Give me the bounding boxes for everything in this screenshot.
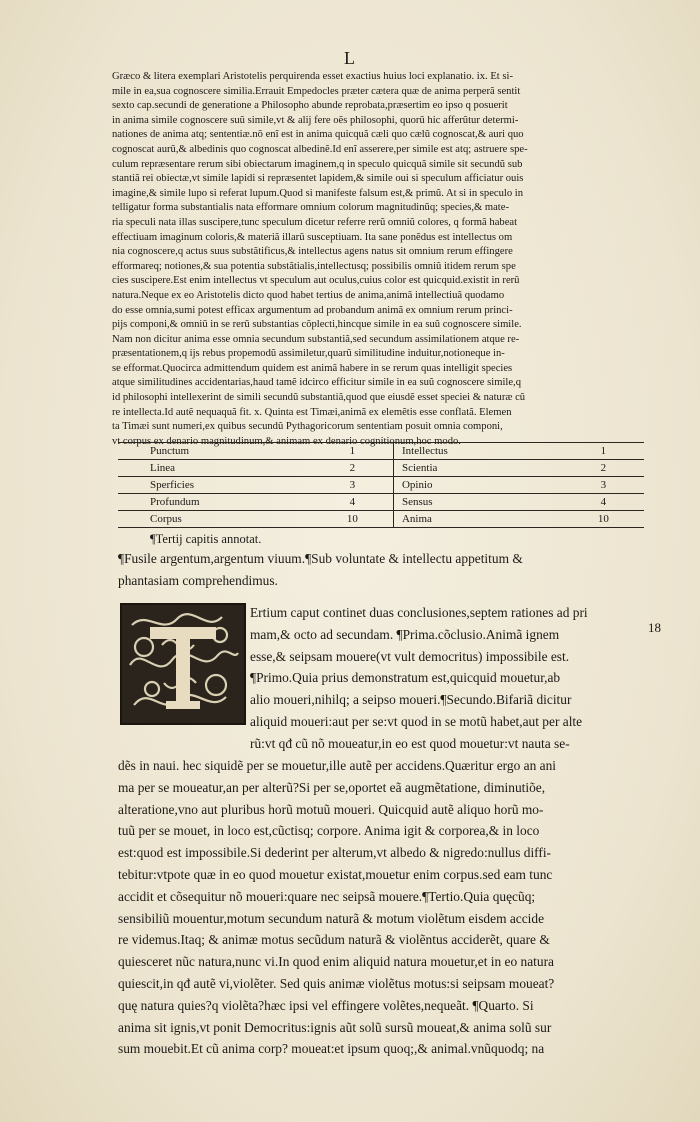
table-row [118, 443, 644, 460]
table-cell-value: 2 [563, 460, 644, 477]
folio: L [344, 48, 356, 68]
table-cell-label: Anima [393, 511, 562, 528]
text-line: cognoscat aurũ,& albedinis quo cognoscat albedinẽ.Id enĩ asserere,per simile est atq; astruere spe- [112, 143, 528, 155]
table-cell-value: 1 [312, 443, 394, 460]
text-line: vt corpus ex denario magnitudinum,& animam ex denario cognitionum,hoc modo. [112, 435, 461, 447]
text-line: esse,& seipsam mouere(vt vult democritus) impossibile est. [250, 648, 570, 664]
text-line: alio moueri,nihilq; a seipso moueri.¶Secundo.Bifariã dicitur [250, 692, 572, 708]
text-line: ¶Fusile argentum,argentum viuum.¶Sub voluntate & intellectu appetitum & [118, 551, 523, 566]
text-line: stantiã rei obiectæ,vt simile lapidi si repræsentet lapidem,& simile oui si speculum afficiatur ouis [112, 173, 524, 185]
text-line: culum repræsentare rerum sibi obiectarum imaginem,q in speculo quicquã simile sit secundũ sub [112, 158, 523, 170]
table-cell-value: 10 [312, 511, 394, 528]
text-line: atque similitudines accidentarias,haud tamẽ idcirco efficitur simile in ea suũ cognoscere simile,q [112, 377, 522, 389]
table-cell-label: Corpus [118, 511, 312, 528]
text-line: quiesceret nũc natura,nunc vi.In quod enim aliquid natura mouetur,et in eo natura [118, 954, 554, 970]
chapter-opening-lines [250, 602, 640, 755]
table-row [118, 511, 644, 528]
text-line: anima sit ignis,vt ponit Democritus:ignis aũt solũ sursũ moueat,& anima solũ sur [118, 1019, 552, 1035]
text-line: sensibiliũ mouentur,motum secundum naturã & motum violẽtum eisdem accide [118, 910, 545, 926]
table-cell-label: Intellectus [393, 443, 562, 460]
table-cell-value: 1 [563, 443, 644, 460]
text-line: natura.Neque ex eo Aristotelis dicto quod habet tertius de anima,animã intellectiuã quodamo [112, 289, 505, 301]
text-line: sum mouebit.Et cũ anima corp? moueat:et ipsum quoq;,& animal.vnũquodq; na [118, 1041, 545, 1057]
text-line: nationes de anima atq; sententiæ.nõ enĩ est in anima quicquã cæli quo cælũ cognoscat,& auri quo [112, 129, 524, 141]
margin-number: 18 [648, 620, 661, 635]
text-line: mam,& octo ad secundam. ¶Prima.cõclusio.Animã ignem [250, 626, 560, 642]
table-cell-label: Punctum [118, 443, 312, 460]
text-line: do esse omnia,sumi potest efficax argumentum ad probandum animã ex omnium rerum princi- [112, 304, 513, 316]
commentary-paragraph [112, 70, 638, 449]
text-line: sexto cap.secundi de generatione a Philosopho abunde reprobata,præsertim eo ipso q posuerit [112, 100, 508, 112]
text-line: pijs componi,& omniũ in se rerũ substantias cõplecti,hincque simile in ea suũ cognoscere simile. [112, 319, 522, 331]
text-line: aliquid moueri:aut per se:vt quod in se motũ habet,aut per alte [250, 713, 583, 729]
table-cell-value: 3 [563, 477, 644, 494]
text-line: effectiuam imaginum coloris,& materiã illarũ susceptiuam. Ita sane ponẽdus est intellectus om [112, 231, 513, 243]
table-cell-label: Scientia [393, 460, 562, 477]
text-line: præsentationem,q ijs rebus propemodũ assimiletur,quarũ similitudine induitur,notioneque in- [112, 348, 505, 360]
text-line: id philosophi intellexerint de simili secundũ substantiã,quod que eiusdẽ esset speciei & naturæ cũ [112, 392, 526, 404]
text-line: dẽs in naui. hec siquidẽ per se mouetur,ille autẽ per accidens.Quæritur ergo an ani [118, 758, 556, 773]
table-cell-label: Sperficies [118, 477, 312, 494]
table-row [118, 494, 644, 511]
table-row [118, 460, 644, 477]
text-line: ta Timæi sunt numeri,ex quibus secundũ Pythagoricorum sententiam posuit omnia componi, [112, 421, 503, 433]
table-cell-value: 2 [312, 460, 394, 477]
text-line: telligatur forma substantialis nata efformare omnium colorum magnitudinũq; species,& mate- [112, 202, 509, 214]
table-cell-label: Opinio [393, 477, 562, 494]
table-cell-value: 4 [312, 494, 394, 511]
text-line: imagine,& simile lupo si referat lupum.Quod si manifeste falsum est,& primũ. At si in speculo in [112, 187, 524, 199]
text-line: nia cognoscere,q actus suus substãtificus,& intellectus agens natus sit omnium rerum effingere [112, 246, 513, 258]
annotation-lines [118, 548, 644, 592]
text-line: accidit et cõsequitur nõ moueri:quare nec seipsã mouere.¶Tertio.Quia quęcũq; [118, 888, 536, 904]
text-line: rũ:vt qđ cũ nõ moueatur,in eo est quod mouetur:vt nauta se- [250, 735, 570, 751]
text-line: ma per se moueatur,an per alterũ?Si per se,oportet eã augmẽtatione, diminutiõe, [118, 779, 546, 795]
text-line: tuũ per se mouet, in loco est,cũctisq; corpore. Anima igit & corporea,& in loco [118, 823, 540, 839]
text-line: quę natura quies?q violẽta?hæc ipsi vel effingere volẽtes,nequeãt. ¶Quarto. Si [118, 997, 534, 1013]
text-line: efformareq; notiones,& sua potentia substãtialis,intellectusq; possibilis omniũ itidem rerum spe [112, 260, 516, 272]
text-line: se efformat.Quocirca admittendum quidem est animã habere in se rerum quas intelligit species [112, 362, 513, 374]
text-line: in anima simile cognoscere suũ simile,vt & alij fere oẽs philosophi, quorũ hic afferũtur determi- [112, 114, 519, 126]
text-line: re videmus.Itaq; & animæ motus secũdum naturã & violẽntus acciderẽt, quare & [118, 932, 550, 948]
text-line: re intellecta.Id autẽ nequaquã fit. x. Quinta est Timæi,animã ex elemẽtis esse conflatã. Elemen [112, 406, 512, 418]
text-line: ¶Primo.Quia prius demonstratum est,quicquid mouetur,ab [250, 670, 561, 686]
text-line: Nam non dicitur anima esse omnia secundum substantiã,sed secundum assimilationem atque re- [112, 333, 520, 345]
text-line: phantasiam comprehendimus. [118, 572, 278, 588]
chapter-body [118, 755, 644, 1060]
text-line: Græco & litera exemplari Aristotelis perquirenda esset exactius huius loci explanatio. ix. Et si- [112, 71, 513, 82]
table-cell-label: Sensus [393, 494, 562, 511]
text-line: quiescit,in qđ autẽ vi,violẽter. Sed quis animæ violẽtus motus:si seipsam moueat? [118, 975, 555, 991]
table-cell-value: 4 [563, 494, 644, 511]
annotation-heading: ¶Tertij capitis annotat. [150, 532, 262, 546]
text-line: Ertium caput continet duas conclusiones,septem rationes ad pri [250, 605, 588, 620]
text-line: cies suscipere.Est enim intellectus vt speculum aut oculus,cuius color est quicquid.existit in rerũ [112, 275, 520, 287]
text-line: est:quod est impossibile.Si dederint per alterum,vt albedo & nigredo:nullus diffi- [118, 845, 552, 861]
text-line: mile in ea,sua cognoscere similia.Errauit Empedocles præter cætera quæ de anima perperã sentit [112, 85, 521, 97]
table-cell-label: Profundum [118, 494, 312, 511]
text-line: ria speculi nata illas suscipere,tunc speculum dicetur referre rerũ omniũ colores, q formã habeat [112, 216, 518, 228]
number-table [118, 442, 644, 528]
decorated-initial [120, 603, 246, 725]
text-line: alteratione,vno aut pluribus horũ motuũ moueri. Quicquid autẽ aliquo horũ mo- [118, 801, 544, 817]
table-cell-label: Linea [118, 460, 312, 477]
initial-t-ornament-icon [122, 605, 244, 723]
text-line: tebitur:vtpote quæ in eo quod mouetur existat,mouetur enim corpus.sed eam tunc [118, 866, 553, 882]
table-cell-value: 3 [312, 477, 394, 494]
table-cell-value: 10 [563, 511, 644, 528]
table-row [118, 477, 644, 494]
